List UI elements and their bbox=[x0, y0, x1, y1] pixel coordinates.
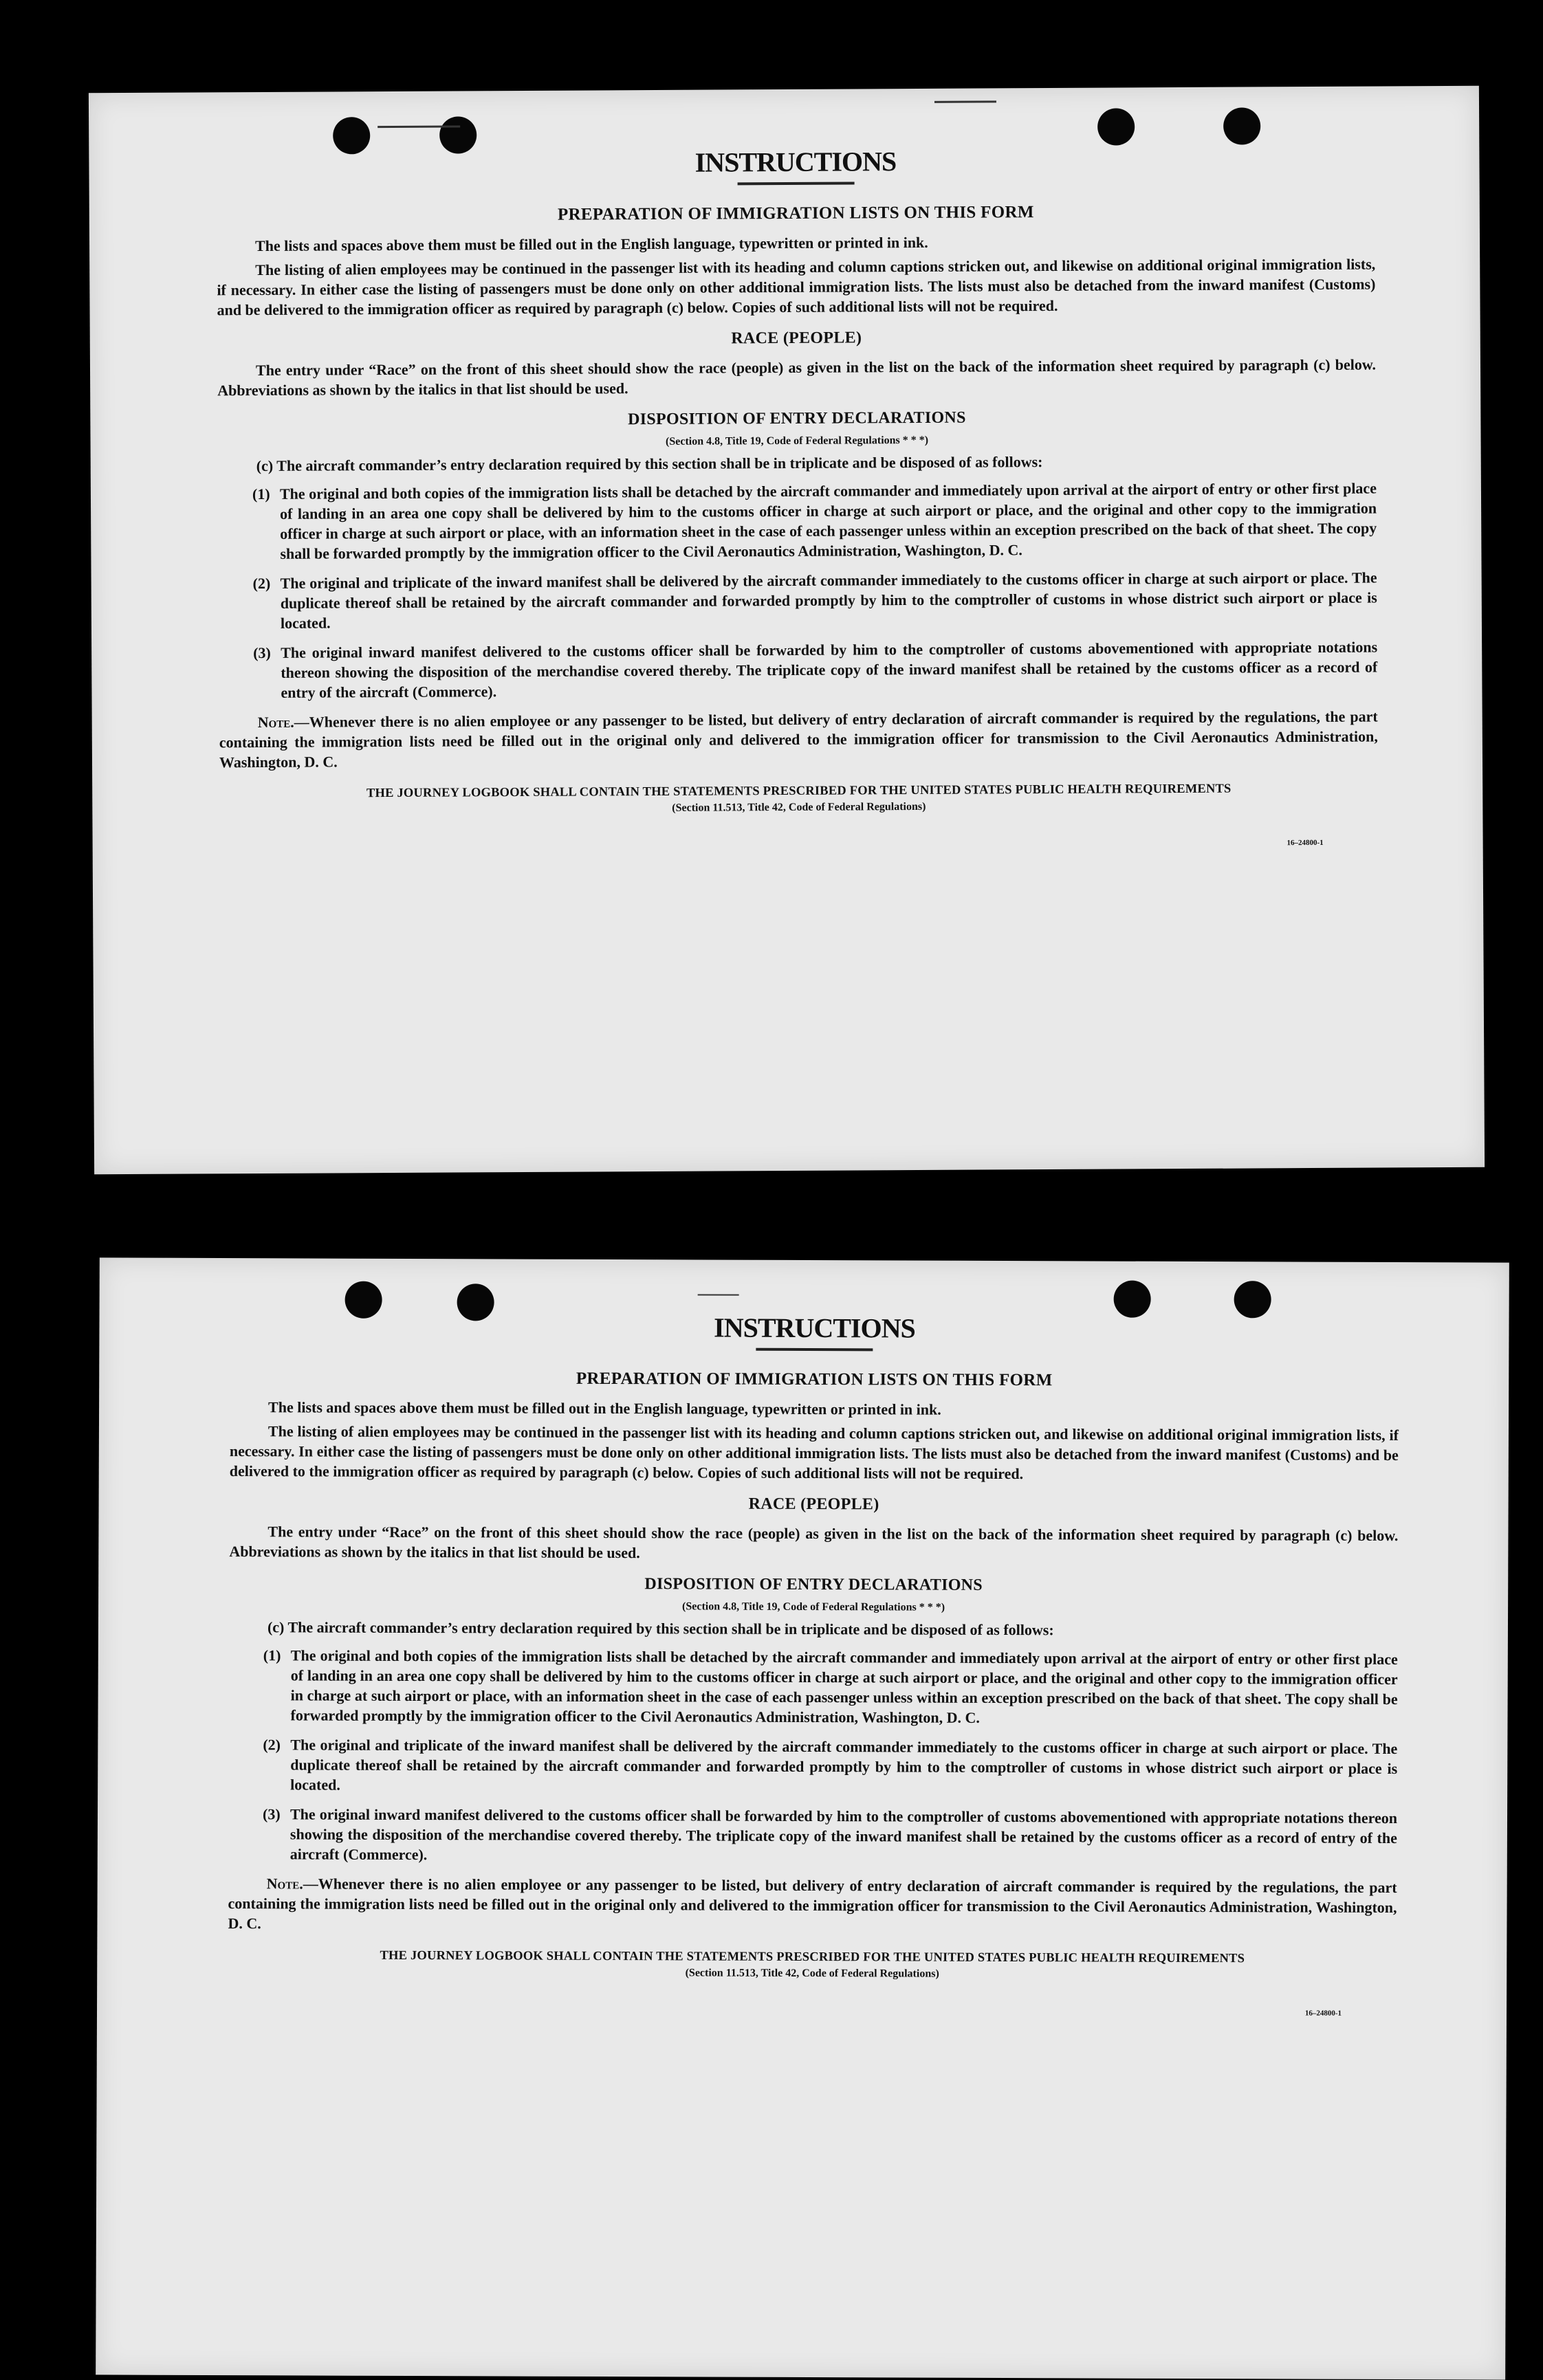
disposition-list bbox=[218, 478, 1378, 703]
list-item bbox=[252, 478, 1377, 564]
form-number: 16–24800-1 bbox=[1287, 838, 1324, 848]
section-citation: (Section 4.8, Title 19, Code of Federal Regulations * * *) bbox=[665, 434, 929, 448]
title-rule bbox=[737, 181, 854, 185]
paragraph-alien-employees: The listing of alien employees may be continued in the passenger list with its heading and column captions stricken out, and likewise on additional original immigration lists, if necessary. In either case the listing of passengers must be done only on other additional immigration lists. The lists must also be detached from the inward manifest (Customs) and be delivered to the immigration officer as required by paragraph (c) below. Copies of such additional lists will not be required. bbox=[229, 1422, 1399, 1483]
section-heading-preparation: PREPARATION OF IMMIGRATION LISTS ON THIS FORM bbox=[557, 203, 1034, 224]
paragraph-language: The lists and spaces above them must be filled out in the English language, typewritten or printed in ink. bbox=[254, 233, 928, 255]
form-number: 16–24800-1 bbox=[1304, 2009, 1342, 2018]
instructions-text bbox=[216, 143, 1378, 853]
scan-mark bbox=[698, 1294, 739, 1295]
title-rule bbox=[756, 1348, 873, 1352]
section-heading-preparation: PREPARATION OF IMMIGRATION LISTS ON THIS FORM bbox=[576, 1369, 1053, 1390]
list-item-number: (3) bbox=[253, 643, 271, 662]
logbook-statement: THE JOURNEY LOGBOOK SHALL CONTAIN THE STATEMENTS PRESCRIBED FOR THE UNITED STATES PUBLIC HEALTH REQUIREMENTS bbox=[380, 1948, 1245, 1966]
paragraph-alien-employees: The listing of alien employees may be continued in the passenger list with its heading and column captions stricken out, and likewise on additional original immigration lists, if necessary. In either case the listing of passengers must be done only on other additional immigration lists. The lists must also be detached from the inward manifest (Customs) and be delivered to the immigration officer as required by paragraph (c) below. Copies of such additional lists will not be required. bbox=[217, 255, 1376, 319]
list-item-number: (2) bbox=[263, 1736, 281, 1754]
scan-mark bbox=[377, 125, 460, 128]
list-item-text: The original inward manifest delivered to the customs officer shall be forwarded by him to the comptroller of customs abovementioned with appropriate notations thereon showing the disposition of the merchandise covered thereby. The triplicate copy of the inward manifest shall be retained by the customs officer as a record of entry of the aircraft (Commerce). bbox=[289, 1805, 1398, 1864]
note-label: Note. bbox=[257, 713, 294, 731]
list-item bbox=[263, 1645, 1397, 1729]
list-item bbox=[253, 637, 1377, 703]
section-heading-race: RACE (PEOPLE) bbox=[748, 1495, 879, 1514]
note-text: —Whenever there is no alien employee or any passenger to be listed, but delivery of entry declaration of aircraft commander is required by the regulations, the part containing the immigration lists need be filled out in the original only and delivered to the immigration officer for transmission to the Civil Aeronautics Administration, Washington, D. C. bbox=[228, 1875, 1397, 1932]
list-item-number: (3) bbox=[262, 1805, 281, 1823]
list-item-number: (1) bbox=[252, 485, 270, 503]
list-item-text: The original and both copies of the immigration lists shall be detached by the aircraft commander and immediately upon arrival at the airport of entry or other first place of landing in an area one copy shall be delivered by him to the customs officer in charge at such airport or place, and the original and other copy to the immigration officer in charge at such airport or place, with an information sheet in the case of each passenger unless within an exception prescribed on the back of that sheet. The copy shall be forwarded promptly by the immigration officer to the Civil Aeronautics Administration, Washington, D. C. bbox=[279, 479, 1377, 562]
section-heading-race: RACE (PEOPLE) bbox=[731, 329, 862, 348]
list-item bbox=[263, 1804, 1397, 1868]
list-item-number: (2) bbox=[252, 574, 271, 593]
list-item-text: The original and both copies of the immigration lists shall be detached by the aircraft commander and immediately upon arrival at the airport of entry or other first place of landing in an area one copy shall be delivered by him to the customs officer in charge at such airport or place, and the original and other copy to the immigration officer in charge at such airport or place, with an information sheet in the case of each passenger unless within an exception prescribed on the back of that sheet. The copy shall be forwarded promptly by the immigration officer to the Civil Aeronautics Administration, Washington, D. C. bbox=[290, 1646, 1398, 1726]
note-label: Note. bbox=[266, 1875, 303, 1893]
page-title: INSTRUCTIONS bbox=[714, 1312, 915, 1344]
section-heading-disposition: DISPOSITION OF ENTRY DECLARATIONS bbox=[644, 1575, 983, 1594]
punch-hole bbox=[1223, 107, 1260, 144]
paragraph-language: The lists and spaces above them must be filled out in the English language, typewritten or printed in ink. bbox=[268, 1398, 941, 1418]
page-title: INSTRUCTIONS bbox=[694, 146, 897, 178]
list-item-number: (1) bbox=[263, 1646, 281, 1664]
note-text: —Whenever there is no alien employee or any passenger to be listed, but delivery of entry declaration of aircraft commander is required by the regulations, the part containing the immigration lists need be filled out in the original only and delivered to the immigration officer for transmission to the Civil Aeronautics Administration, Washington, D. C. bbox=[219, 707, 1378, 771]
disposition-list bbox=[228, 1645, 1398, 1868]
document-sheet-bottom bbox=[96, 1257, 1509, 2379]
list-item-text: The original and triplicate of the inward manifest shall be delivered by the aircraft commander immediately to the customs officer in charge at such airport or place. The duplicate thereof shall be retained by the aircraft commander and forwarded promptly by him to the comptroller of customs in whose district such airport or place is located. bbox=[290, 1736, 1398, 1794]
punch-hole bbox=[1097, 108, 1135, 145]
logbook-citation: (Section 11.513, Title 42, Code of Federal Regulations) bbox=[685, 1967, 939, 1980]
logbook-statement: THE JOURNEY LOGBOOK SHALL CONTAIN THE STATEMENTS PRESCRIBED FOR THE UNITED STATES PUBLIC HEALTH REQUIREMENTS bbox=[366, 782, 1232, 801]
list-item-text: The original and triplicate of the inward manifest shall be delivered by the aircraft commander immediately to the customs officer in charge at such airport or place. The duplicate thereof shall be retained by the aircraft commander and forwarded promptly by him to the comptroller of customs in whose district such airport or place is located. bbox=[280, 569, 1377, 632]
list-item bbox=[263, 1734, 1397, 1798]
section-citation: (Section 4.8, Title 19, Code of Federal Regulations * * *) bbox=[682, 1600, 945, 1613]
note-paragraph bbox=[228, 1873, 1397, 1937]
scan-mark bbox=[934, 100, 996, 102]
instructions-text bbox=[228, 1310, 1399, 2018]
section-heading-disposition: DISPOSITION OF ENTRY DECLARATIONS bbox=[628, 408, 966, 429]
paragraph-entry-declaration: (c) The aircraft commander’s entry declaration required by this section shall be in triplicate and be disposed of as follows: bbox=[267, 1618, 1054, 1639]
paragraph-race: The entry under “Race” on the front of this sheet should show the race (people) as given in the list on the back of the information sheet required by paragraph (c) below. Abbreviations as shown by the italics in that list should be used. bbox=[217, 355, 1377, 399]
list-item bbox=[253, 568, 1377, 634]
note-paragraph bbox=[219, 707, 1378, 773]
paragraph-race: The entry under “Race” on the front of this sheet should show the race (people) as given in the list on the back of the information sheet required by paragraph (c) below. Abbreviations as shown by the italics in that list should be used. bbox=[229, 1523, 1399, 1562]
logbook-citation: (Section 11.513, Title 42, Code of Federal Regulations) bbox=[672, 800, 926, 814]
list-item-text: The original inward manifest delivered to the customs officer shall be forwarded by him to the comptroller of customs abovementioned with appropriate notations thereon showing the disposition of the merchandise covered thereby. The triplicate copy of the inward manifest shall be retained by the customs officer as a record of entry of the aircraft (Commerce). bbox=[281, 638, 1378, 701]
document-sheet-top bbox=[89, 86, 1485, 1175]
paragraph-entry-declaration: (c) The aircraft commander’s entry declaration required by this section shall be in triplicate and be disposed of as follows: bbox=[256, 453, 1043, 475]
